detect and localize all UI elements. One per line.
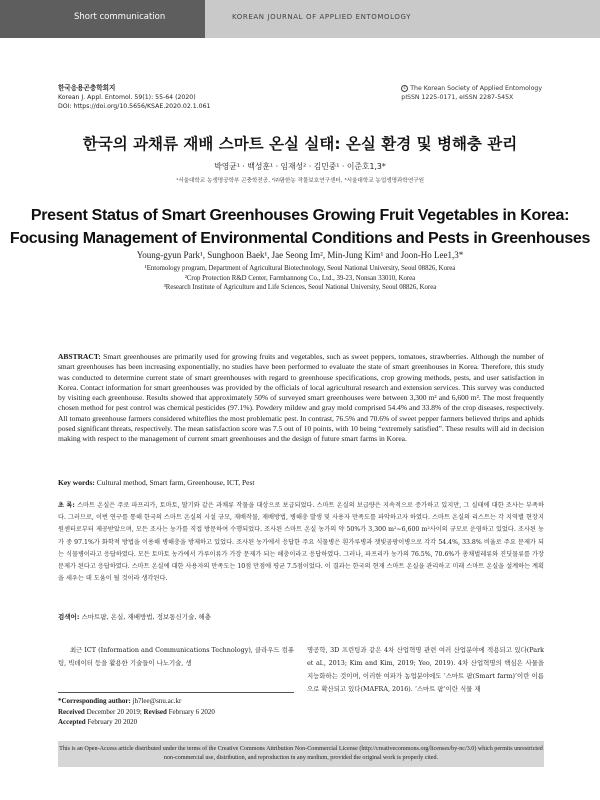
license-box: This is an Open-Access article distributed under the terms of the Creative Commons Attribution Non-Commercial License (http://creativecommons.org/licenses/by-nc/3.0) which permits unrestricted non-commercial use, distribution, and reproduction in any medium, provided the original work is properly cited. xyxy=(58,741,544,767)
corresponding-email[interactable]: jh7lee@snu.ac.kr xyxy=(130,697,182,705)
title-korean: 한국의 과채류 재배 스마트 온실 실태: 온실 환경 및 병해충 관리 xyxy=(82,135,518,153)
issn: pISSN 1225-0171, eISSN 2287-545X xyxy=(401,94,514,101)
abstract-text: Smart greenhouses are primarily used for growing fruits and vegetables, such as sweet peppers, tomatoes, strawberries. Although the number of smart greenhouses has been increasing exponentially, no studies have been performed to evaluate the state of smart greenhouses in Korea. Therefore, this study was conducted to determine current state of smart greenhouses with regard to greenhouse specifications, crop growing methods, pests, and user satisfaction in Korea. Contact information for smart greenhouses was provided by the officials of local agricultural research and extension services. This survey was conducted by visiting each greenhouse. Results showed that approximately 50% of surveyed smart greenhouses were between 3,300 m² and 6,600 m². The most frequently chosen method for pest control was chemical pesticides (97.1%). Powdery mildew and gray mold comprised 54.4% and 33.8% of the crop diseases, respectively. All tomato greenhouse farmers considered whiteflies the most problematic pest. In contrast, 76.5% and 70.6% of sweet pepper farmers believed thrips and aphids posed significant threats, respectively. The mean satisfaction score was 7.5 out of 10 points, with 10 being “extremely satisfied”. These results will aid in decision making with respect to the management of current smart greenhouses and the design of future smart farms in Korea. xyxy=(58,352,544,444)
ko-keywords-text: 스마트팜, 온실, 재배방법, 정보통신기술, 해충 xyxy=(79,613,212,621)
accepted-label: Accepted xyxy=(58,718,86,726)
journal-header-bar xyxy=(0,0,600,38)
received-date: December 20 2019; xyxy=(84,707,144,716)
ko-abstract-label: 초 록: xyxy=(58,502,75,509)
body-column-left: 최근 ICT (Information and Communications Technology), 클라우드 컴퓨팅, 빅데이터 등을 활용한 기술들이 나노기술, 생 xyxy=(58,646,294,667)
revised-date: February 6 2020 xyxy=(166,707,215,716)
ko-keywords-label: 검색어: xyxy=(58,613,80,621)
citation: Korean J. Appl. Entomol. 59(1): 55-64 (2020) xyxy=(58,94,196,101)
section-label: Short communication xyxy=(74,12,166,22)
authors-english: Young-gyun Park¹, Sunghoon Baek¹, Jae Seong Im², Min-Jung Kim¹ and Joon-Ho Lee1,3* xyxy=(136,250,464,260)
abstract-label: ABSTRACT: xyxy=(58,352,101,361)
abstract-english xyxy=(58,352,544,445)
title-english-line-1: Present Status of Smart Greenhouses Growing Fruit Vegetables in Korea: xyxy=(30,207,570,224)
copyright-block xyxy=(401,84,542,102)
footnote-divider xyxy=(58,692,294,693)
authors-korean: 박영균¹ · 백성훈¹ · 임재성² · 김민중¹ · 이준호1,3* xyxy=(214,162,386,171)
affiliation-3: ³Research Institute of Agriculture and Life Sciences, Seoul National University, Seoul 08826, Korea xyxy=(163,284,437,291)
affiliations-korean: ¹서울대학교 농생명공학부 곤충학전공, ²㈜팜한농 작물보호연구센터, ³서울대학교 농업생명과학연구원 xyxy=(175,178,425,184)
correspondence-block xyxy=(58,696,294,728)
doi-link[interactable]: DOI: https://doi.org/10.5656/KSAE.2020.02.1.061 xyxy=(58,103,211,110)
title-english-line-2: Focusing Management of Environmental Conditions and Pests in Greenhouses xyxy=(9,230,591,247)
accepted-date: February 20 2020 xyxy=(85,718,138,726)
ko-abstract-text: 스마트 온실은 주로 파프리카, 토마토, 딸기와 같은 과채류 작물을 대상으로 보급되었다. 스마트 온실의 보급량은 지속적으로 증가하고 있지만, 그 실태에 대한 조사는 부족하다. 그러므로, 이번 연구를 통해 한국의 스마트 온실의 시설 규모, 재배작물, 재배방법, 병해충 발생 및 사용자 만족도를 파악하고자 하였다. 스마트 온실의 리스트는 각 지역별 현장지원센터로부터 제공받았으며, 모든 조사는 농가를 직접 방문하여 수행되었다. 조사된 스마트 온실 농가의 약 50%가 3,300 m²~6,600 m²사이의 규모로 운영하고 있었다. 조사된 농가 중 97.1%가 화학적 방법을 이용해 병해충을 방제하고 있었다. 조사된 농가에서 응답한 주요 식물병은 흰가루병과 잿빛곰팡이병으로 각각 54.4%, 33.8% 비율로 주요 문제가 되는 식물병이라고 응답하였다. 모든 토마토 농가에서 가루이류가 가장 문제가 되는 해충이라고 응답하였다. 그러나, 파프리카 농가의 76.5%, 70.6%가 총채벌레류와 진딧물류를 가장 문제가 된다고 응답하였다. 스마트 온실에 대한 사용자의 만족도는 10점 만점에 평균 7.5점이었다. 이 결과는 한국의 현재 스마트 온실을 관리하고 미래 스마트 온실을 설계하는 계획을 세우는 데 도움이 될 것이라 생각된다. xyxy=(58,502,544,583)
keywords-korean xyxy=(58,612,544,621)
keywords-label: Key words: xyxy=(58,478,95,487)
revised-label: Revised xyxy=(143,707,167,716)
copyright-circle-icon: c xyxy=(401,85,408,92)
journal-name: KOREAN JOURNAL OF APPLIED ENTOMOLOGY xyxy=(232,13,412,21)
copyright-text: The Korean Society of Applied Entomology xyxy=(410,85,542,92)
body-column-right: 명공학, 3D 프린팅과 같은 4차 산업혁명 관련 여러 산업분야에 적용되고 있다(Park et al., 2013; Kim and Kim, 2019; Yeo, 2019). 4차 산업혁명의 핵심은 사물을 지능화하는 것이며, 이러한 여파가 농업분야에도 ‘스마트 팜(Smart farm)’이란 이름으로 확산되고 있다(MAFRA, 2016). ‘스마트 팜’이란 식물 재 xyxy=(307,646,544,693)
title-english xyxy=(0,204,600,250)
corresponding-label: *Corresponding author: xyxy=(58,697,131,705)
citation-block xyxy=(58,84,210,111)
affiliations-english xyxy=(0,264,600,293)
affiliation-1: ¹Entomology program, Department of Agricultural Biotechnology, Seoul National University, Seoul 08826, Korea xyxy=(144,265,456,272)
received-label: Received xyxy=(58,707,85,716)
affiliation-2: ²Crop Protection R&D Center, Farmhannong Co., Ltd., 39-23, Nonsan 33010, Korea xyxy=(184,274,416,282)
journal-korean-name: 한국응용곤충학회지 xyxy=(58,84,116,92)
abstract-korean xyxy=(58,500,544,585)
keywords-text: Cultural method, Smart farm, Greenhouse, ICT, Pest xyxy=(94,478,255,487)
keywords-english xyxy=(58,478,544,487)
